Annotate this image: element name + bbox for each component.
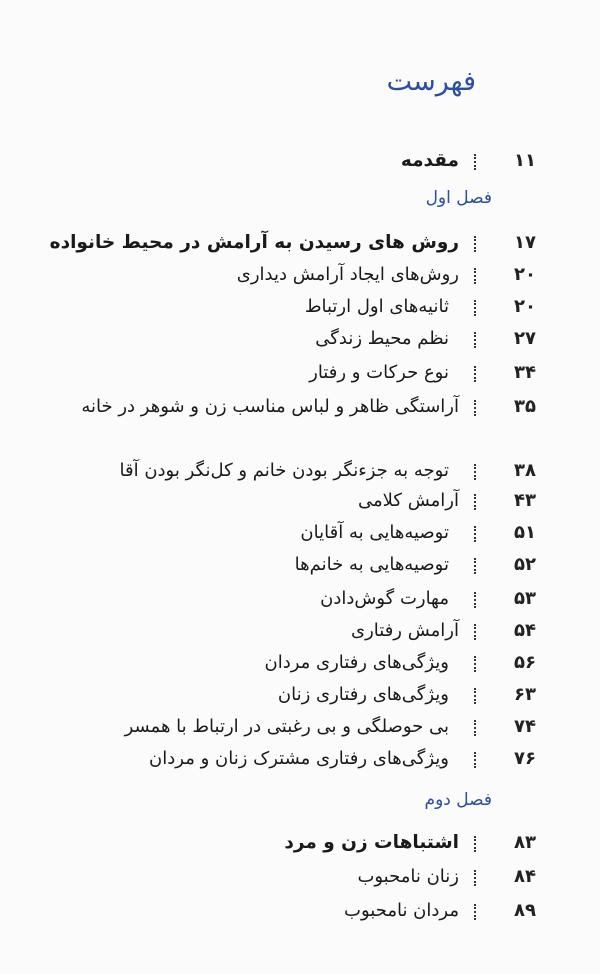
dotted-separator	[472, 332, 476, 348]
dotted-separator	[472, 154, 476, 170]
dotted-separator	[472, 752, 476, 768]
entry-title: مردان نامحبوب	[344, 900, 459, 921]
page-number: ۵۲	[514, 554, 536, 575]
toc-row[interactable]	[0, 292, 600, 322]
page-number: ۸۳	[514, 832, 536, 853]
page-number: ۱۱	[514, 150, 536, 171]
toc-row[interactable]	[0, 456, 600, 486]
dotted-separator	[472, 624, 476, 640]
page-number: ۷۴	[514, 716, 536, 737]
toc-row[interactable]	[0, 648, 600, 678]
entry-title: ویژگی‌های رفتاری زنان	[277, 684, 449, 705]
entry-title: توصیه‌هایی به خانم‌ها	[294, 554, 449, 575]
entry-title: بی حوصلگی و بی رغبتی در ارتباط با همسر	[124, 716, 449, 737]
entry-title: روش های رسیدن به آرامش در محیط خانواده	[49, 232, 459, 253]
dotted-separator	[472, 366, 476, 382]
entry-title: زنان نامحبوب	[357, 866, 459, 887]
entry-title: مقدمه	[400, 150, 459, 171]
chapter-heading-2: فصل دوم	[424, 790, 492, 810]
toc-row[interactable]	[0, 324, 600, 354]
toc-row[interactable]	[0, 260, 600, 290]
toc-row[interactable]	[0, 862, 600, 892]
entry-title: نظم محیط زندگی	[315, 328, 449, 349]
dotted-separator	[472, 870, 476, 886]
dotted-separator	[472, 526, 476, 542]
entry-title: نوع حرکات و رفتار	[309, 362, 449, 383]
toc-row[interactable]	[0, 616, 600, 646]
page-number: ۵۳	[514, 588, 536, 609]
toc-row[interactable]	[0, 584, 600, 614]
toc-row[interactable]	[0, 486, 600, 516]
entry-title: آرامش کلامی	[358, 490, 459, 511]
toc-row-intro[interactable]	[0, 146, 600, 176]
toc-row[interactable]	[0, 392, 600, 454]
page-number: ۳۴	[514, 362, 536, 383]
entry-title: اشتباهات زن و مرد	[284, 832, 459, 853]
entry-title: مهارت گوش‌دادن	[320, 588, 449, 609]
toc-row[interactable]	[0, 712, 600, 742]
page-number: ۶۳	[514, 684, 536, 705]
page-number: ۴۳	[514, 490, 536, 511]
page-number: ۸۹	[514, 900, 536, 921]
dotted-separator	[472, 268, 476, 284]
dotted-separator	[472, 236, 476, 252]
page-number: ۳۵	[514, 396, 536, 417]
page-number: ۱۷	[514, 232, 536, 253]
page-number: ۵۱	[514, 522, 536, 543]
page-number: ۵۴	[514, 620, 536, 641]
page-number: ۲۷	[514, 328, 536, 349]
dotted-separator	[472, 688, 476, 704]
dotted-separator	[472, 904, 476, 920]
page-number: ۵۶	[514, 652, 536, 673]
chapter-heading-1: فصل اول	[425, 188, 492, 208]
entry-title: ویژگی‌های رفتاری مشترک زنان و مردان	[149, 748, 449, 769]
dotted-separator	[472, 494, 476, 510]
dotted-separator	[472, 720, 476, 736]
toc-row[interactable]	[0, 550, 600, 580]
entry-title: ویژگی‌های رفتاری مردان	[264, 652, 449, 673]
dotted-separator	[472, 464, 476, 480]
dotted-separator	[472, 656, 476, 672]
entry-title: ثانیه‌های اول ارتباط	[304, 296, 449, 317]
entry-title: روش‌های ایجاد آرامش دیداری	[236, 264, 459, 285]
toc-row[interactable]	[0, 680, 600, 710]
dotted-separator	[472, 300, 476, 316]
toc-row[interactable]	[0, 518, 600, 548]
toc-row[interactable]	[0, 896, 600, 926]
page-number: ۷۶	[514, 748, 536, 769]
entry-title: آراستگی ظاهر و لباس مناسب زن و شوهر در خانه	[81, 396, 459, 417]
toc-row[interactable]	[0, 228, 600, 258]
page-number: ۳۸	[514, 460, 536, 481]
page-number: ۲۰	[514, 264, 536, 285]
toc-row[interactable]	[0, 828, 600, 858]
toc-row[interactable]	[0, 358, 600, 388]
dotted-separator	[472, 400, 476, 416]
page-title: فهرست	[386, 66, 476, 97]
entry-title: توجه به جزءنگر بودن خانم و کل‌نگر بودن آقا	[119, 460, 449, 481]
toc-row[interactable]	[0, 744, 600, 774]
dotted-separator	[472, 836, 476, 852]
page-number: ۸۴	[514, 866, 536, 887]
entry-title: آرامش رفتاری	[351, 620, 459, 641]
dotted-separator	[472, 558, 476, 574]
page-number: ۲۰	[514, 296, 536, 317]
entry-title: توصیه‌هایی به آقایان	[300, 522, 449, 543]
dotted-separator	[472, 592, 476, 608]
